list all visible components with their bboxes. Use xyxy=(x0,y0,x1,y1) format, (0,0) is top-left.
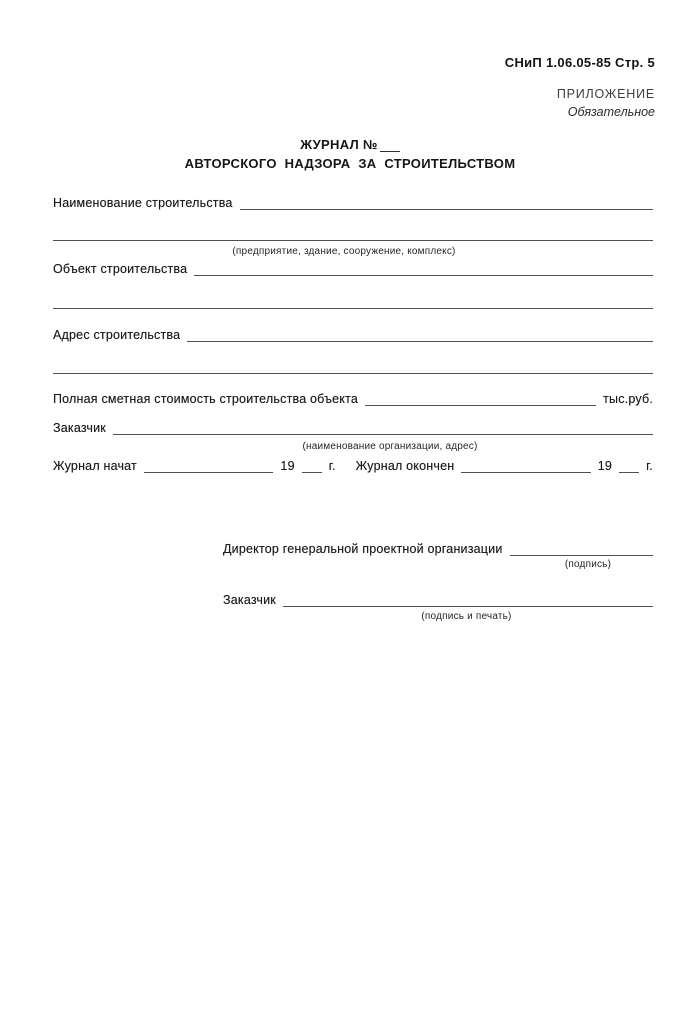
construction-object-continuation-line xyxy=(53,308,653,309)
field-customer xyxy=(53,419,653,435)
field-construction-object xyxy=(53,260,653,276)
journal-finished-year-prefix: 19 xyxy=(597,459,613,473)
field-construction-name xyxy=(53,194,653,210)
dates-spacer xyxy=(343,457,349,473)
title-subtitle: АВТОРСКОГО НАДЗОРА ЗА СТРОИТЕЛЬСТВОМ xyxy=(184,156,516,171)
signature-director-blank-line xyxy=(510,539,653,556)
journal-finished-year-blank xyxy=(619,456,639,473)
construction-name-label: Наименование строительства xyxy=(53,196,233,210)
journal-number-blank-line xyxy=(380,136,400,152)
signature-customer-caption: (подпись и печать) xyxy=(421,611,512,622)
construction-address-label: Адрес строительства xyxy=(53,328,181,342)
journal-started-year-suffix: г. xyxy=(328,459,336,473)
signature-customer xyxy=(223,591,653,607)
journal-finished-year-suffix: г. xyxy=(646,459,653,473)
journal-started-label: Журнал начат xyxy=(53,459,137,473)
journal-finished-blank-line xyxy=(461,456,590,473)
signature-director xyxy=(223,540,653,556)
field-journal-dates xyxy=(53,457,653,473)
signature-customer-blank-line xyxy=(283,590,653,607)
appendix-type-label: Обязательное xyxy=(567,105,655,119)
signature-customer-label: Заказчик xyxy=(223,593,276,607)
estimated-cost-label: Полная сметная стоимость строительства объекта xyxy=(53,392,359,406)
construction-address-continuation-line xyxy=(53,373,653,374)
estimated-cost-unit: тыс.руб. xyxy=(603,392,653,406)
signature-director-label: Директор генеральной проектной организации xyxy=(223,542,503,556)
signature-director-caption: (подпись) xyxy=(564,559,612,570)
document-title xyxy=(0,137,700,171)
customer-label: Заказчик xyxy=(53,421,106,435)
construction-address-blank-line xyxy=(187,325,653,342)
construction-object-label: Объект строительства xyxy=(53,262,188,276)
construction-name-continuation-line xyxy=(53,240,653,241)
field-estimated-cost xyxy=(53,390,653,406)
title-journal-number-label: ЖУРНАЛ № xyxy=(300,137,378,152)
title-journal-number xyxy=(0,137,700,152)
customer-caption: (наименование организации, адрес) xyxy=(302,441,478,452)
appendix-label: ПРИЛОЖЕНИЕ xyxy=(556,87,655,101)
field-construction-address xyxy=(53,326,653,342)
estimated-cost-blank-line xyxy=(365,389,596,406)
doc-reference: СНиП 1.06.05-85 Стр. 5 xyxy=(504,55,655,70)
customer-blank-line xyxy=(113,418,653,435)
construction-name-blank-line xyxy=(240,193,653,210)
journal-started-blank-line xyxy=(144,456,273,473)
construction-name-caption: (предприятие, здание, сооружение, комплекс) xyxy=(232,246,456,257)
journal-started-year-prefix: 19 xyxy=(280,459,295,473)
journal-finished-label: Журнал окончен xyxy=(355,459,455,473)
journal-started-year-blank xyxy=(302,456,322,473)
construction-object-blank-line xyxy=(194,259,653,276)
page-header xyxy=(505,55,655,119)
